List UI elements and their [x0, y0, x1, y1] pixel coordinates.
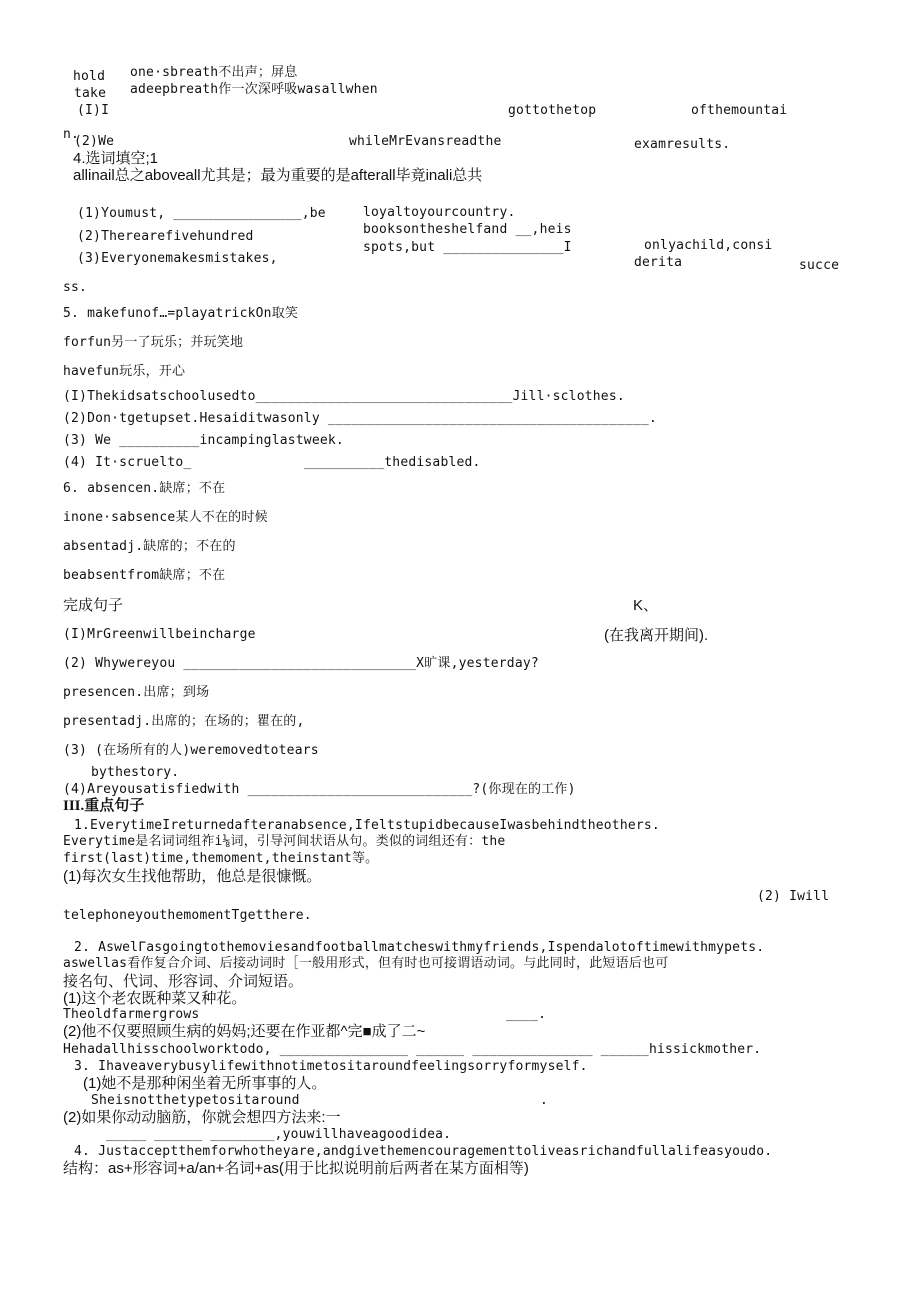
text-line: ____. [506, 1007, 547, 1022]
text-line: 2. AswelΓasgoingtothemoviesandfootballmatcheswithmyfriends,Ispendalotoftimewithmypets. [74, 940, 765, 955]
text-line: one·sbreath不出声；屏息 [130, 65, 298, 80]
text-line: __________thedisabled. [304, 455, 481, 470]
text-line: (2)如果你动动脑筋，你就会想四方法来:一 [63, 1109, 341, 1126]
text-line: (4)Areyousatisfiedwith ____________________________?(你现在的工作) [63, 782, 576, 797]
text-line: examresults. [634, 137, 731, 152]
text-line: (3) We __________incampinglastweek. [63, 433, 344, 448]
text-line: telephoneyouthemomentTgetthere. [63, 908, 312, 923]
section-heading: 5. makefunof…=playatrickOn取笑 [63, 306, 299, 321]
text-line: (1)Youmust, ________________,be [77, 206, 326, 221]
text-line: K、 [633, 597, 659, 614]
text-line: absentadj.缺席的；不在的 [63, 539, 236, 554]
text-line: 结构：as+形容词+a/an+名词+as(用于比拟说明前后两者在某方面相等) [63, 1160, 529, 1177]
text-line: (2)We [74, 134, 115, 149]
text-line: onlyachild,consi [644, 238, 773, 253]
text-line: 完成句子 [63, 597, 124, 614]
text-line: havefun玩乐，开心 [63, 364, 186, 379]
text-line: beabsentfrom缺席；不在 [63, 568, 226, 583]
section-heading: 6. absencen.缺席；不在 [63, 481, 226, 496]
text-line: (3)Everyonemakesmistakes, [77, 251, 278, 266]
text-line: (在我离开期间). [604, 627, 709, 644]
text-line: (2)他不仅要照顾生病的妈妈;还要在作亚都^完■成了二~ [63, 1023, 426, 1040]
text-line: (I)MrGreenwillbeincharge [63, 627, 256, 642]
text-line: n. [63, 127, 80, 142]
text-line: spots,but _______________I [363, 240, 572, 255]
text-line: ofthemountai [691, 103, 788, 118]
text-line: (1)每次女生找他帮助，他总是很慷慨。 [63, 868, 322, 885]
text-line: ss. [63, 280, 88, 295]
text-line: Theoldfarmergrows [63, 1007, 200, 1022]
text-line: (4) It·scruelto_ [63, 455, 192, 470]
text-line: succe [799, 258, 840, 273]
text-line: 3. Ihaveaverybusylifewithnotimetositaroundfeelingsorryformyself. [74, 1059, 588, 1074]
text-line: gottothetop [508, 103, 597, 118]
text-line: presencen.出席；到场 [63, 685, 210, 700]
text-line: (2)Therearefivehundred [77, 229, 254, 244]
text-line: (I)Thekidsatschoolusedto________________________________Jill·sclothes. [63, 389, 625, 404]
text-line: (2) Whywereyou _____________________________X旷课,yesterday? [63, 656, 539, 671]
text-line: whileMrEvansreadthe [349, 134, 502, 149]
text-line: (2) Iwill [757, 889, 830, 904]
text-line: (3) (在场所有的人)weremovedtotears [63, 743, 319, 758]
text-line: derita [634, 255, 683, 270]
text-line: allinail总之aboveall尤其是；最为重要的是afterall毕竟inali总共 [73, 167, 483, 184]
text-line: loyaltoyourcountry. [363, 205, 516, 220]
text-line: 1.EverytimeIreturnedafteranabsence,IfeltstupidbecauseIwasbehindtheothers. [74, 818, 660, 833]
text-line: forfun另一了玩乐；并玩笑地 [63, 335, 244, 350]
text-line: (2)Don·tgetupset.Hesaiditwasonly ________________________________________. [63, 411, 657, 426]
text-line: _____ ______ ________,youwillhaveagoodidea. [106, 1127, 452, 1142]
text-line: adeepbreath作一次深呼吸wasallwhen [130, 82, 378, 97]
text-line: inone·sabsence某人不在的时候 [63, 510, 268, 525]
text-line: 4. Justacceptthemforwhotheyare,andgivethemencouragementtoliveasrichandfullalifeasyoudo. [74, 1144, 773, 1159]
text-line: (1)这个老农既种菜又种花。 [63, 990, 247, 1007]
text-line: (I)I [77, 103, 110, 118]
text-line: bythestory. [91, 765, 180, 780]
section-heading: 4.选词填空;1 [73, 150, 159, 167]
text-line: (1)她不是那种闲坐着无所事事的人。 [83, 1075, 327, 1092]
text-line: first(last)time,themoment,theinstant等。 [63, 851, 379, 866]
text-line: 接名句、代词、形容词、介词短语。 [63, 973, 304, 990]
text-line: take [74, 86, 107, 101]
text-line: hold [73, 69, 106, 84]
text-line: booksontheshelfand __,heis [363, 222, 572, 237]
section-heading: III.重点句子 [63, 798, 145, 814]
text-line: . [540, 1093, 549, 1108]
text-line: aswellas看作复合介词、后接动词时［一般用形式，但有时也可接谓语动词。与此同时，此短语后也可 [63, 956, 669, 971]
text-line: Hehadallhisschoolworktodo, ________________ ______ _______________ ______hissickmother. [63, 1042, 762, 1057]
text-line: Everytime是名词词组祚i⅛词，引导河间状语从句。类似的词组还有：the [63, 834, 506, 849]
text-line: presentadj.出席的；在场的；瞿在的, [63, 714, 305, 729]
text-line: Sheisnotthetypetositaround [91, 1093, 300, 1108]
